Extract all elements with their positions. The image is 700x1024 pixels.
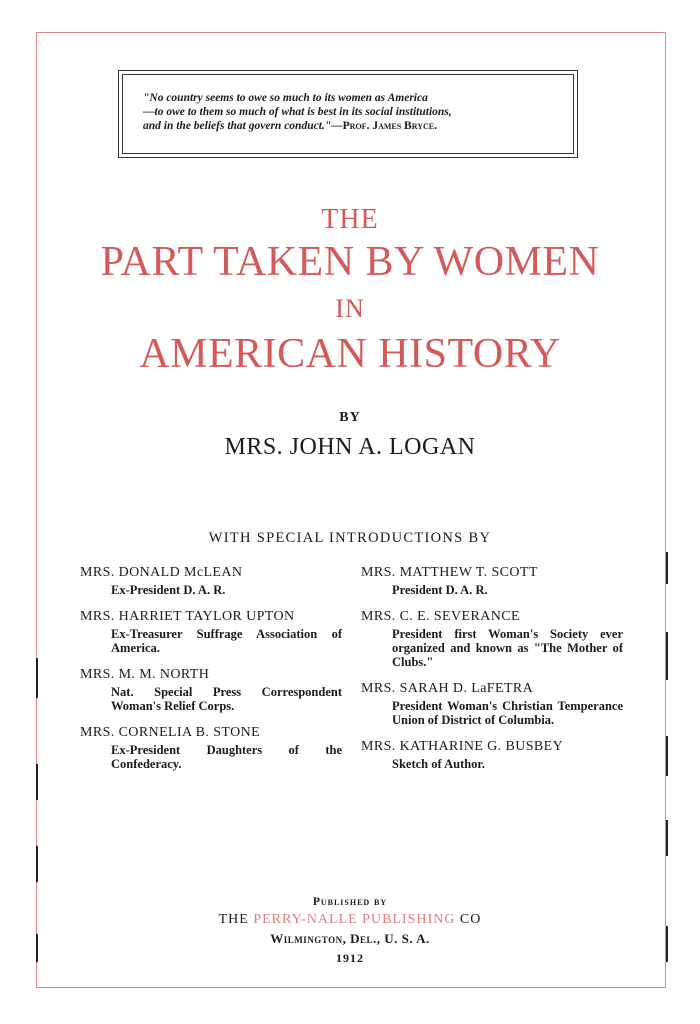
epigraph-line-2: —to owe to them so much of what is best in its social institutions, xyxy=(143,106,452,118)
introductions-left-column xyxy=(80,566,342,784)
epigraph-box xyxy=(118,70,578,158)
intro-entry xyxy=(80,610,342,655)
epigraph-line-1: "No country seems to owe so much to its women as America xyxy=(143,92,428,104)
publisher-co: CO xyxy=(459,912,482,927)
intro-name: MRS. KATHARINE G. BUSBEY xyxy=(361,739,564,754)
intro-name: MRS. DONALD McLEAN xyxy=(80,565,243,580)
page-border xyxy=(36,32,666,988)
intro-name: MRS. M. M. NORTH xyxy=(80,667,210,682)
intro-entry xyxy=(80,668,342,713)
epigraph-quote xyxy=(122,74,574,154)
intro-entry xyxy=(361,610,623,669)
scan-edge-mark xyxy=(666,820,668,856)
byline-by: BY xyxy=(339,410,361,425)
intro-desc: President first Woman's Society ever organized and known as "The Mother of Clubs." xyxy=(392,627,623,669)
intro-desc: Ex-President D. A. R. xyxy=(111,583,226,597)
intro-name: MRS. C. E. SEVERANCE xyxy=(361,609,520,624)
title-part-taken: PART TAKEN BY WOMEN xyxy=(100,239,600,285)
author-name: MRS. JOHN A. LOGAN xyxy=(224,434,476,460)
scan-edge-mark xyxy=(36,764,38,800)
scan-edge-mark xyxy=(36,658,38,698)
intro-desc: Ex-President Daughters of the Confederacy. xyxy=(111,743,342,771)
intro-entry xyxy=(80,726,342,771)
epigraph-line-3-text: and in the beliefs that govern conduct."— xyxy=(143,120,343,132)
introductions-right-column xyxy=(361,566,623,784)
intro-desc: President D. A. R. xyxy=(392,583,488,597)
scan-edge-mark xyxy=(36,846,38,882)
introductions-heading: WITH SPECIAL INTRODUCTIONS BY xyxy=(208,530,492,546)
publisher-the: THE xyxy=(218,912,249,927)
epigraph-line-3 xyxy=(143,119,561,133)
epigraph-attribution: Prof. James Bryce. xyxy=(342,120,437,132)
scan-edge-mark xyxy=(36,934,38,962)
intro-desc: President Woman's Christian Temperance Union of District of Columbia. xyxy=(392,699,623,727)
intro-name: MRS. SARAH D. LaFETRA xyxy=(361,681,534,696)
intro-entry xyxy=(361,740,623,771)
scan-edge-mark xyxy=(666,736,668,776)
intro-entry xyxy=(361,566,623,597)
publisher-company: PERRY-NALLE PUBLISHING xyxy=(253,912,456,927)
scan-edge-mark xyxy=(666,632,668,680)
publication-year: 1912 xyxy=(336,951,364,965)
intro-name: MRS. MATTHEW T. SCOTT xyxy=(361,565,538,580)
title-american-history: AMERICAN HISTORY xyxy=(139,331,561,377)
intro-desc: Nat. Special Press Correspondent Woman's Relief Corps. xyxy=(111,685,342,713)
publisher-name xyxy=(0,912,700,928)
title-the: THE xyxy=(321,204,379,235)
intro-entry xyxy=(80,566,342,597)
intro-desc: Ex-Treasurer Suffrage Association of America. xyxy=(111,627,342,655)
intro-name: MRS. CORNELIA B. STONE xyxy=(80,725,261,740)
intro-name: MRS. HARRIET TAYLOR UPTON xyxy=(80,609,295,624)
published-by: Published by xyxy=(312,896,388,908)
title-in: IN xyxy=(335,294,365,323)
publisher-city: Wilmington, Del., U. S. A. xyxy=(270,931,430,946)
scan-edge-mark xyxy=(666,552,668,584)
scan-edge-mark xyxy=(666,926,668,962)
intro-entry xyxy=(361,682,623,727)
intro-desc: Sketch of Author. xyxy=(392,757,485,771)
